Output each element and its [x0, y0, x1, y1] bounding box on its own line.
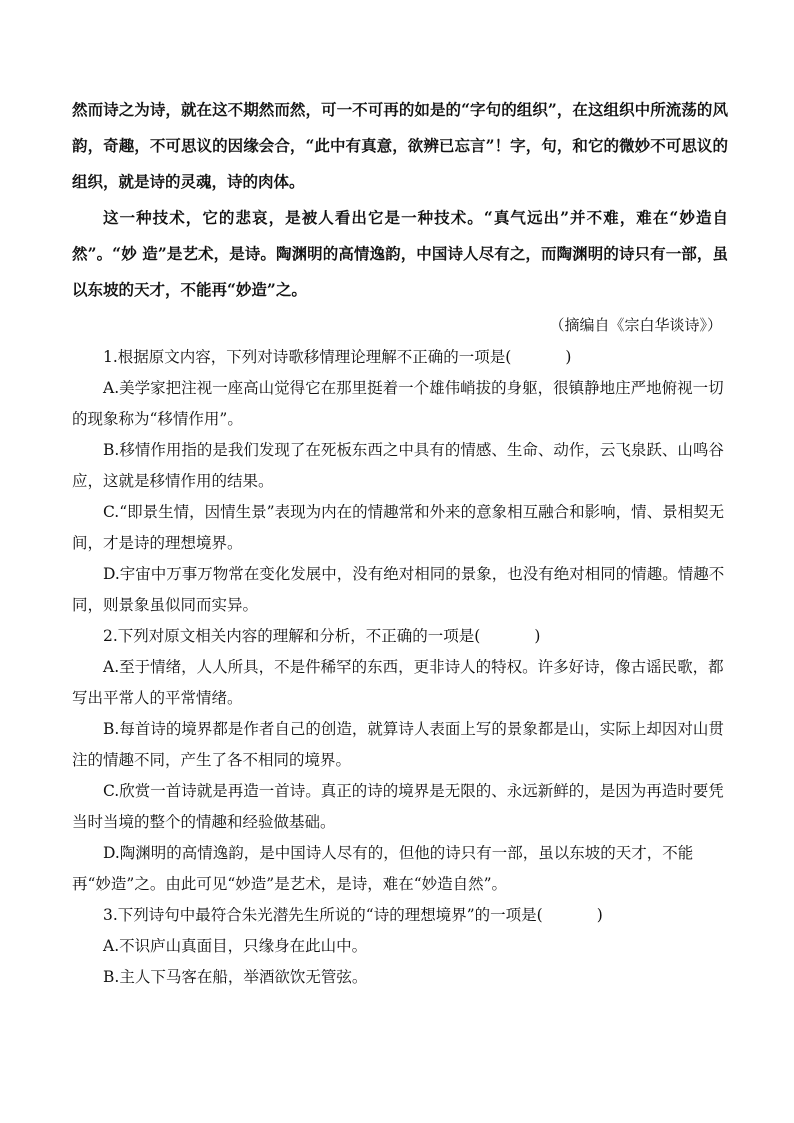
question-2 [72, 621, 728, 900]
question-stem-text: 3.下列诗句中最符合朱光潜先生所说的“诗的理想境界”的一项是( [103, 906, 543, 924]
passage-paragraph-2: 这一种技术，它的悲哀，是被人看出它是一种技术。“真气远出”并不难，难在“妙造自然”。“妙 造”是艺术，是诗。陶渊明的高情逸韵，中国诗人尽有之，而陶渊明的诗只有一部，虽以东坡的天才，不能再“妙造”之。 [72, 208, 728, 299]
option-a: A.至于情绪，人人所具，不是件稀罕的东西，更非诗人的特权。许多好诗，像古谣民歌，都写出平常人的平常情绪。 [72, 658, 724, 707]
question-1 [72, 342, 728, 621]
passage-paragraph-1: 然而诗之为诗，就在这不期然而然，可一不可再的如是的“字句的组织”，在这组织中所流荡的风韵，奇趣，不可思议的因缘会合，“此中有真意，欲辨已忘言”！字，句，和它的微妙不可思议的组织，就是诗的灵魂，诗的肉体。 [72, 100, 728, 191]
question-stem-text: 1.根据原文内容，下列对诗歌移情理论理解不正确的一项是( [103, 348, 512, 366]
passage-source: （摘编自《宗白华谈诗》） [549, 316, 722, 334]
document-page [72, 92, 728, 993]
question-stem-end: ) [596, 906, 603, 924]
option-d: D.陶渊明的高情逸韵，是中国诗人尽有的，但他的诗只有一部，虽以东坡的天才，不能再“妙造”之。由此可见“妙造”是艺术，是诗，难在“妙造自然”。 [72, 844, 694, 893]
option-c: C.欣赏一首诗就是再造一首诗。真正的诗的境界是无限的、永远新鲜的，是因为再造时要凭当时当境的整个的情趣和经验做基础。 [72, 782, 724, 831]
option-a: A.不识庐山真面目，只缘身在此山中。 [103, 937, 368, 955]
question-stem [72, 621, 728, 652]
question-3 [72, 900, 728, 993]
option-b: B.移情作用指的是我们发现了在死板东西之中具有的情感、生命、动作，云飞泉跃、山鸣谷应，这就是移情作用的结果。 [72, 441, 724, 490]
question-stem-end: ) [565, 348, 572, 366]
option-b: B.主人下马客在船，举酒欲饮无管弦。 [103, 968, 368, 986]
option-c: C.“即景生情，因情生景”表现为内在的情趣常和外来的意象相互融合和影响，情、景相契无间，才是诗的理想境界。 [72, 503, 725, 552]
question-stem-text: 2.下列对原文相关内容的理解和分析，不正确的一项是( [103, 627, 481, 645]
option-b: B.每首诗的境界都是作者自己的创造，就算诗人表面上写的景象都是山，实际上却因对山贯注的情趣不同，产生了各不相同的境界。 [72, 720, 724, 769]
question-stem [72, 342, 728, 373]
option-d: D.宇宙中万事万物常在变化发展中，没有绝对相同的景象，也没有绝对相同的情趣。情趣不同，则景象虽似同而实异。 [72, 565, 725, 614]
option-a: A.美学家把注视一座高山觉得它在那里挺着一个雄伟峭拔的身躯，很镇静地庄严地俯视一切的现象称为“移情作用”。 [72, 379, 724, 428]
question-stem [72, 900, 728, 931]
question-stem-end: ) [534, 627, 541, 645]
